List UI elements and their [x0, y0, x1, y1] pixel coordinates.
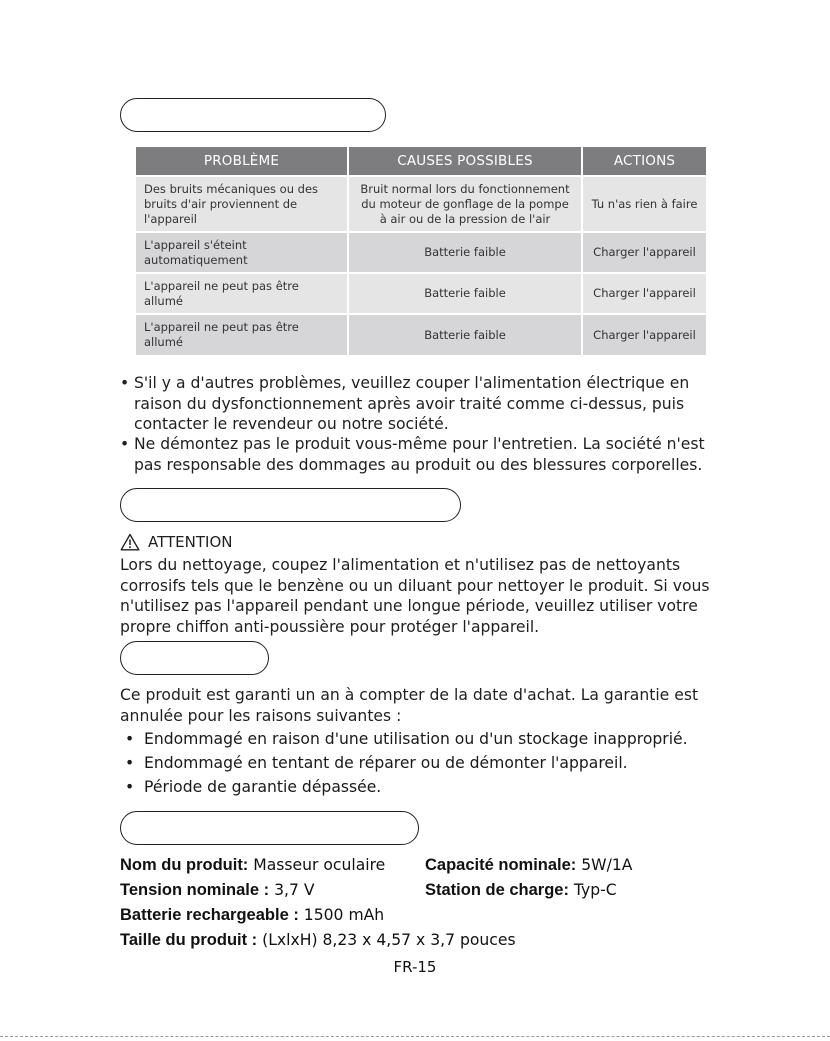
spec-value: (LxlxH) 8,23 x 4,57 x 3,7 pouces — [262, 931, 516, 949]
problem-cell: L'appareil ne peut pas être allumé — [136, 314, 348, 355]
spec-label: Station de charge: — [425, 881, 569, 899]
section-heading-box-troubleshooting — [120, 98, 386, 132]
action-cell: Charger l'appareil — [582, 232, 706, 273]
spec-value: 3,7 V — [274, 881, 315, 899]
section-heading-box-warranty — [120, 641, 269, 675]
cause-cell: Batterie faible — [348, 314, 582, 355]
bullet: • — [125, 730, 135, 748]
troubleshooting-table — [136, 147, 706, 355]
cause-cell: Batterie faible — [348, 273, 582, 314]
table-header-row — [136, 147, 706, 176]
list-item — [125, 753, 725, 774]
spec-size — [120, 930, 516, 950]
action-cell: Charger l'appareil — [582, 273, 706, 314]
warranty-item-text: Période de garantie dépassée. — [144, 778, 382, 796]
note-do-not-disassemble: • Ne démontez pas le produit vous-même pour l'entretien. La société n'est pas responsable des dommages au produit ou des blessures corporelles. — [120, 434, 720, 475]
problem-cell: L'appareil ne peut pas être allumé — [136, 273, 348, 314]
warning-triangle-icon — [120, 533, 140, 551]
cause-cell: Bruit normal lors du fonctionnement du moteur de gonflage de la pompe à air ou de la pression de l'air — [348, 176, 582, 232]
spec-capacity — [425, 855, 632, 875]
warning-label: ATTENTION — [148, 533, 233, 551]
spec-label: Nom du produit: — [120, 856, 249, 874]
warranty-item-text: Endommagé en tentant de réparer ou de démonter l'appareil. — [144, 754, 628, 772]
header-causes: CAUSES POSSIBLES — [348, 147, 582, 176]
table-row — [136, 176, 706, 232]
page-number: FR-15 — [393, 958, 437, 976]
problem-cell: Des bruits mécaniques ou des bruits d'air proviennent de l'appareil — [136, 176, 348, 232]
list-item — [125, 729, 725, 750]
spec-voltage — [120, 880, 315, 900]
section-heading-box-specifications — [120, 811, 419, 845]
spec-battery — [120, 905, 384, 925]
header-actions: ACTIONS — [582, 147, 706, 176]
spec-value: Typ-C — [573, 881, 617, 899]
warranty-intro: Ce produit est garanti un an à compter de la date d'achat. La garantie est annulée pour les raisons suivantes : — [120, 686, 699, 725]
list-item — [125, 777, 725, 798]
table-row — [136, 314, 706, 355]
spec-product-name — [120, 855, 385, 875]
action-cell: Charger l'appareil — [582, 314, 706, 355]
section-heading-box-cleaning — [120, 488, 461, 522]
action-cell: Tu n'as rien à faire — [582, 176, 706, 232]
spec-label: Capacité nominale: — [425, 856, 577, 874]
cleaning-text: Lors du nettoyage, coupez l'alimentation et n'utilisez pas de nettoyants corrosifs tels que le benzène ou un diluant pour nettoyer le produit. Si vous n'utilisez pas l'appareil pendant une longue période, veuillez utiliser votre propre chiffon anti-poussière pour protéger l'appareil. — [120, 556, 710, 636]
cause-cell: Batterie faible — [348, 232, 582, 273]
problem-cell: L'appareil s'éteint automatiquement — [136, 232, 348, 273]
spec-charging — [425, 880, 617, 900]
spec-label: Taille du produit : — [120, 931, 258, 949]
spec-label: Tension nominale : — [120, 881, 270, 899]
header-probleme: PROBLÈME — [136, 147, 348, 176]
warning-row — [120, 532, 232, 552]
spec-value: 5W/1A — [581, 856, 633, 874]
bullet: • — [125, 754, 135, 772]
note-other-problems: • S'il y a d'autres problèmes, veuillez couper l'alimentation électrique en raison du dysfonctionnement après avoir traité comme ci-dessus, puis contacter le revendeur ou notre société. — [120, 373, 720, 435]
spec-value: Masseur oculaire — [253, 856, 386, 874]
warranty-item-text: Endommagé en raison d'une utilisation ou d'un stockage inapproprié. — [144, 730, 688, 748]
bottom-divider — [0, 1036, 830, 1037]
table-row — [136, 273, 706, 314]
bullet: • — [125, 778, 135, 796]
spec-value: 1500 mAh — [303, 906, 385, 924]
table-row — [136, 232, 706, 273]
spec-label: Batterie rechargeable : — [120, 906, 299, 924]
